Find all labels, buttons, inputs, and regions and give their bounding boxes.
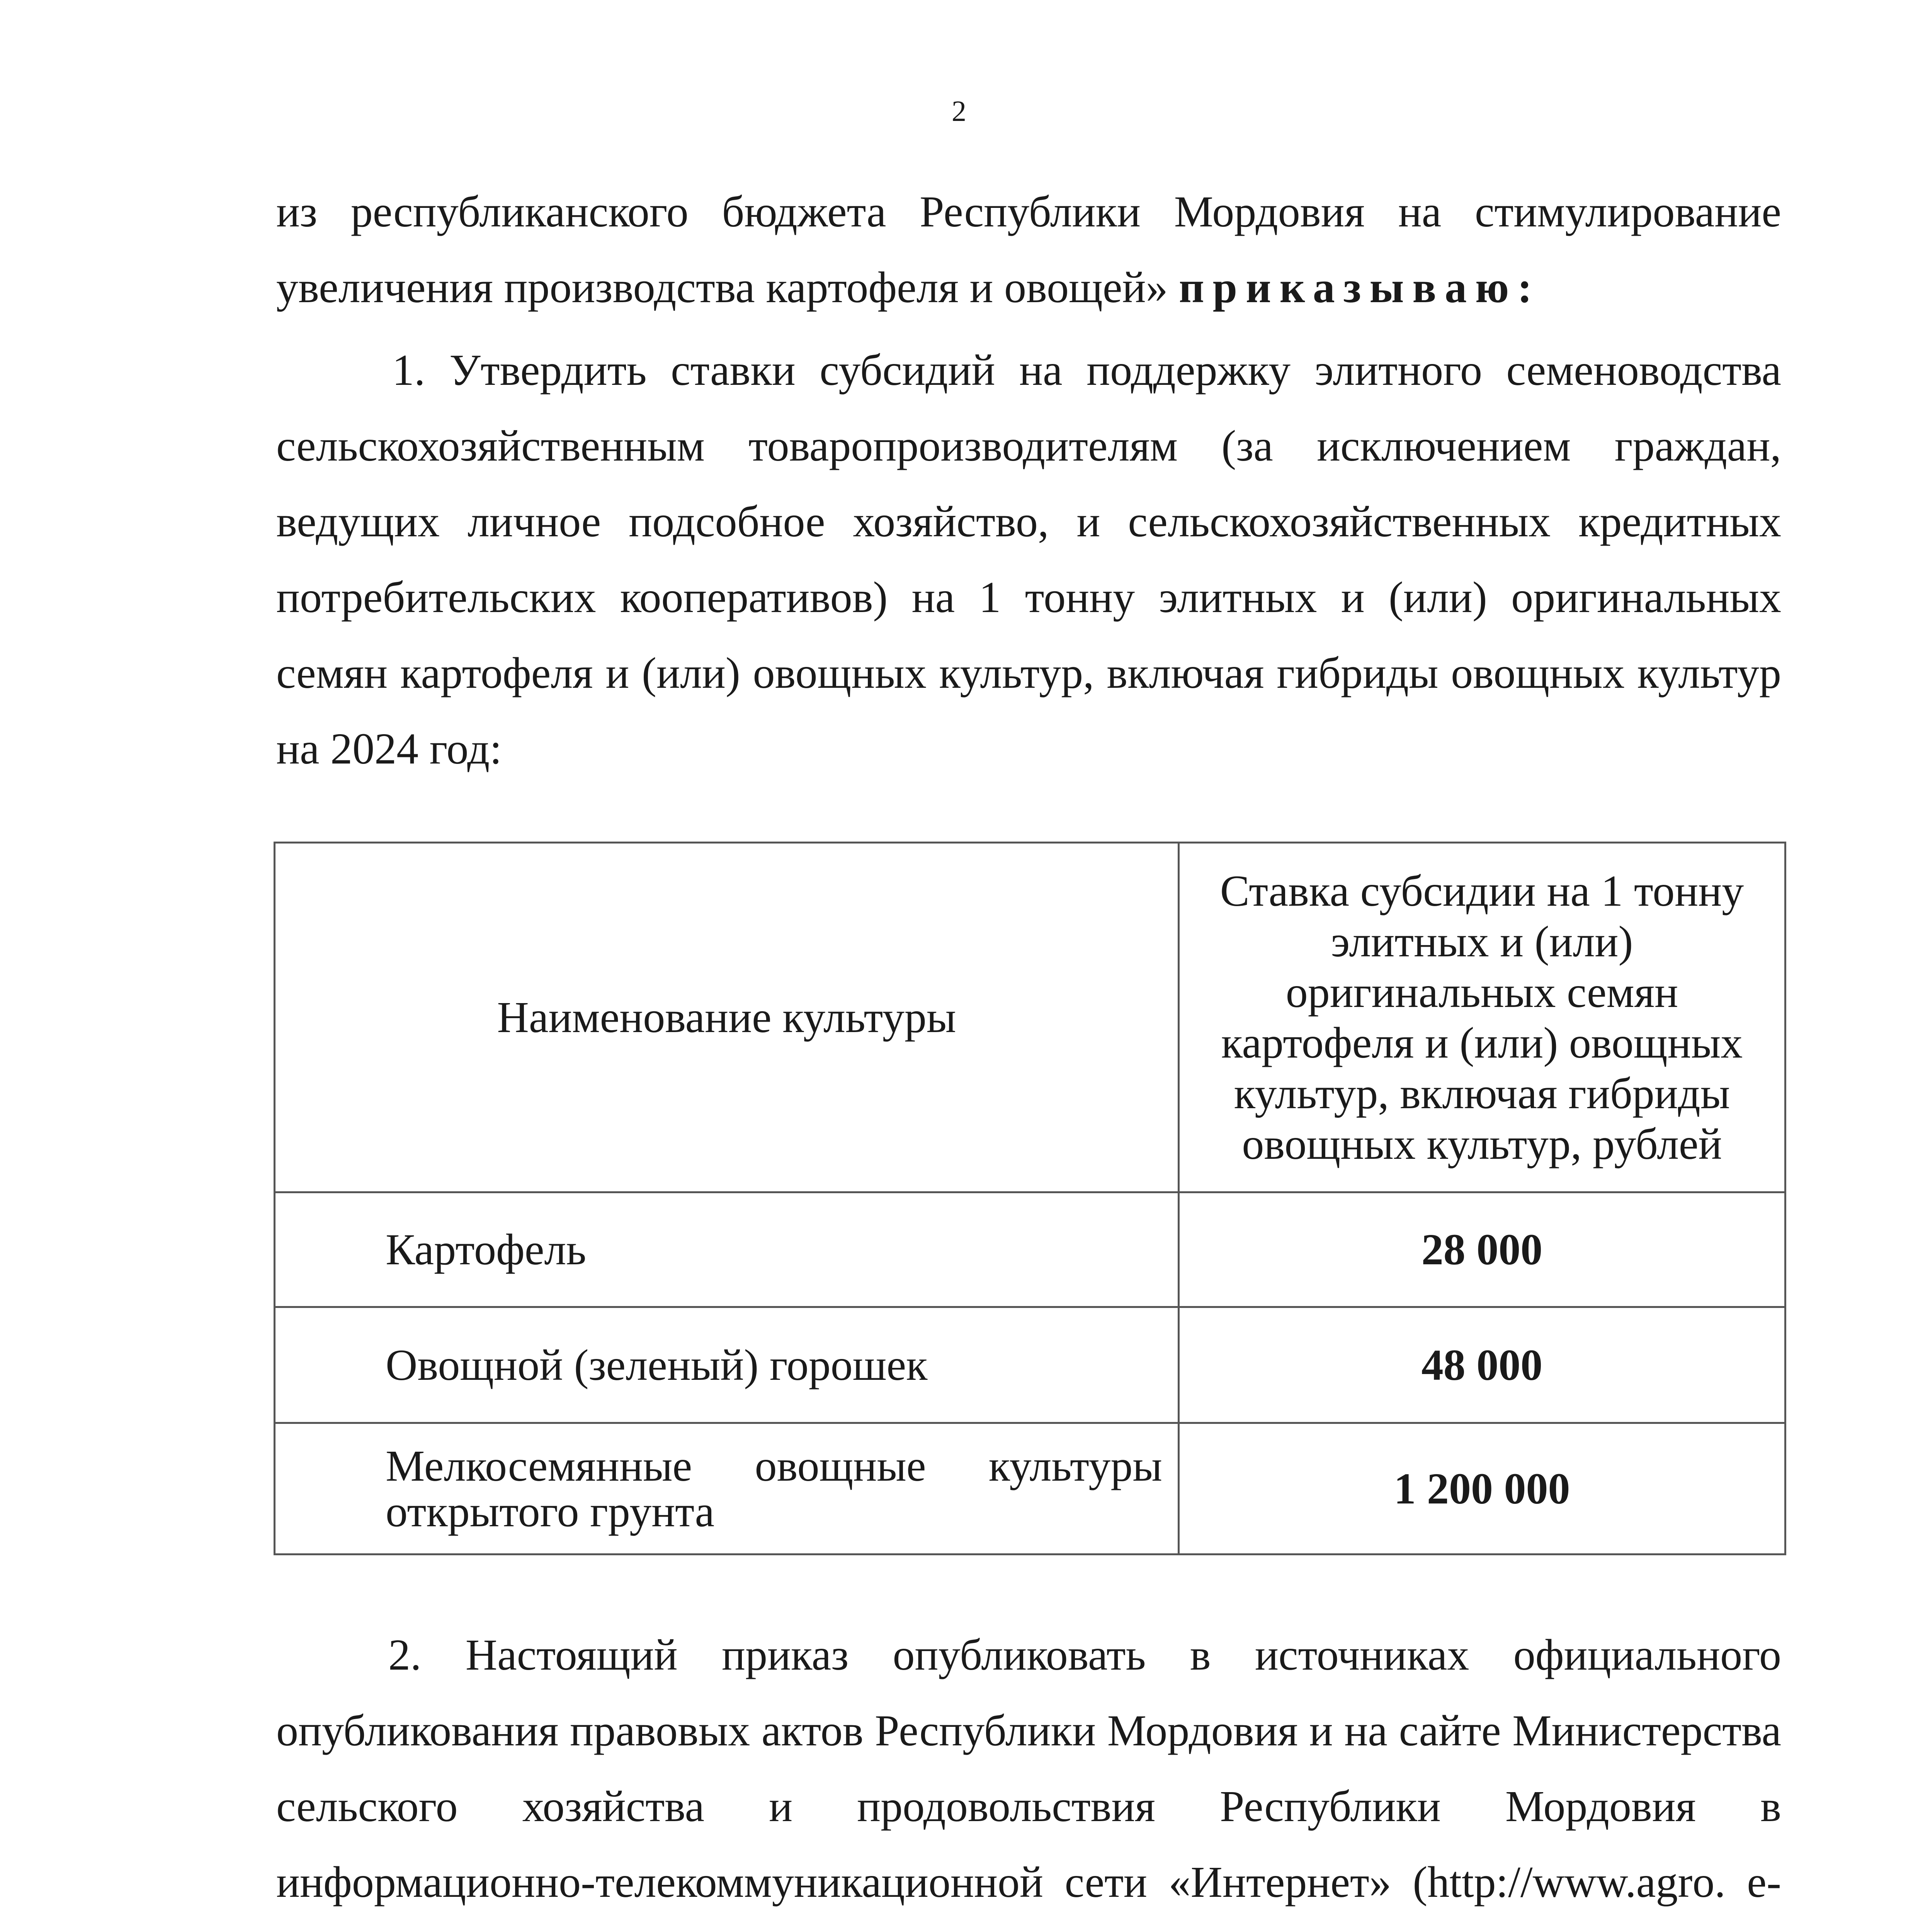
- table-row: [275, 1423, 1785, 1554]
- table-row: [275, 1192, 1785, 1307]
- header-crop-name: Наименование культуры: [275, 843, 1179, 1192]
- subsidy-rates-table: [274, 842, 1786, 1555]
- rate-value-cell: 48 000: [1179, 1307, 1785, 1423]
- header-subsidy-rate: Ставка субсидии на 1 тонну элитных и (или) оригинальных семян картофеля и (или) овощных культур, включая гибриды овощных культур, рублей: [1179, 843, 1785, 1192]
- crop-name-cell: Мелкосемянные овощные культуры открытого грунта: [275, 1423, 1179, 1554]
- item-2-paragraph: 2. Настоящий приказ опубликовать в источниках официального опубликования правовых актов Республики Мордовия и на сайте Министерства сельского хозяйства и продовольствия Республики Мордовия в информационно-телекоммуникационной сети «Интернет» (http://www.agro. e-: [276, 1630, 1781, 1906]
- order-word: приказываю:: [1179, 263, 1541, 312]
- crop-name-cell: Картофель: [275, 1192, 1179, 1307]
- intro-text: из республиканского бюджета Республики Мордовия на стимулирование увеличения производства картофеля и овощей»: [276, 187, 1781, 312]
- item-1-paragraph: 1. Утвердить ставки субсидий на поддержку элитного семеноводства сельскохозяйственным товаропроизводителям (за исключением граждан, ведущих личное подсобное хозяйство, и сельскохозяйственных кредитных потребительских кооперативов) на 1 тонну элитных и (или) оригинальных семян картофеля и (или) овощных культур, включая гибриды овощных культур на 2024 год:: [276, 345, 1781, 773]
- page-number: 2: [952, 95, 966, 128]
- intro-paragraph: [276, 174, 1781, 325]
- table-row: [275, 1307, 1785, 1423]
- rate-value-cell: 1 200 000: [1179, 1423, 1785, 1554]
- rate-value-cell: 28 000: [1179, 1192, 1785, 1307]
- table-header-row: [275, 843, 1785, 1192]
- crop-name-cell: Овощной (зеленый) горошек: [275, 1307, 1179, 1423]
